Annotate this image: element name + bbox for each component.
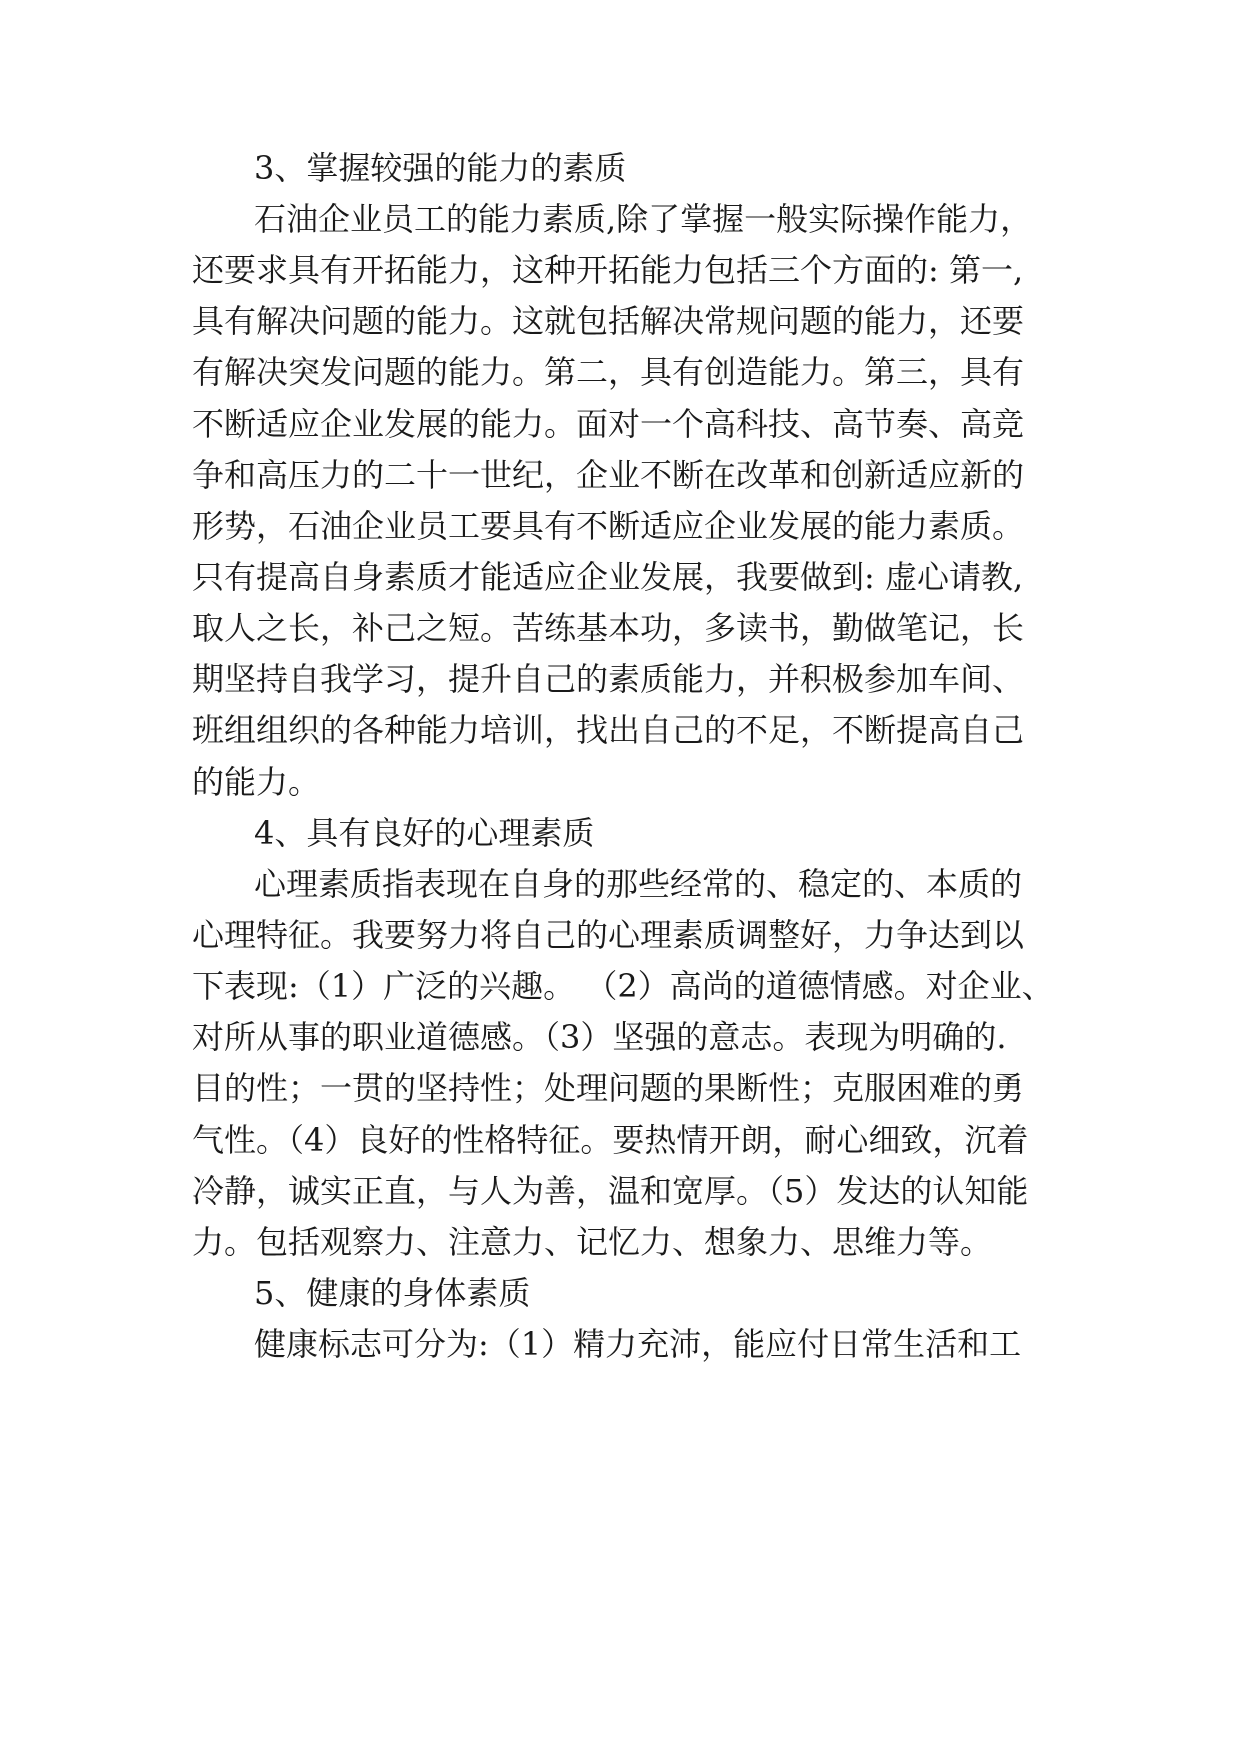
paragraph-line: 力。包括观察力、注意力、记忆力、想象力、思维力等。 [192,1223,993,1261]
paragraph-line: 取人之长，补己之短。苦练基本功，多读书，勤做笔记，长 [192,609,1025,647]
heading-section-5: 5、健康的身体素质 [254,1274,531,1312]
paragraph-line: 石油企业员工的能力素质,除了掌握一般实际操作能力， [254,200,1033,238]
paragraph-line: 具有解决问题的能力。这就包括解决常规问题的能力，还要 [192,302,1025,340]
paragraph-line: 气性。（4）良好的性格特征。要热情开朗，耐心细致，沉着 [192,1121,1029,1159]
paragraph-line: 形势，石油企业员工要具有不断适应企业发展的能力素质。 [192,507,1025,545]
paragraph-line: 期坚持自我学习，提升自己的素质能力，并积极参加车间、 [192,660,1025,698]
paragraph-line: 不断适应企业发展的能力。面对一个高科技、高节奏、高竞 [192,405,1025,443]
paragraph-line: 心理素质指表现在自身的那些经常的、稳定的、本质的 [254,865,1023,903]
paragraph-line: 只有提高自身素质才能适应企业发展，我要做到: 虚心请教, [192,558,1024,596]
paragraph-line: 的能力。 [192,763,321,801]
paragraph-line: 对所从事的职业道德感。（3）坚强的意志。表现为明确的. [192,1018,1007,1056]
paragraph-line: 班组组织的各种能力培训，找出自己的不足，不断提高自己 [192,711,1025,749]
heading-section-3: 3、掌握较强的能力的素质 [254,149,627,187]
heading-section-4: 4、具有良好的心理素质 [254,814,595,852]
paragraph-line: 下表现:（1）广泛的兴趣。 （2）高尚的道德情感。对企业、 [192,967,1054,1005]
paragraph-line: 有解决突发问题的能力。第二，具有创造能力。第三，具有 [192,353,1025,391]
paragraph-line: 目的性；一贯的坚持性；处理问题的果断性；克服困难的勇 [192,1069,1025,1107]
paragraph-line: 心理特征。我要努力将自己的心理素质调整好，力争达到以 [192,916,1025,954]
paragraph-line: 争和高压力的二十一世纪，企业不断在改革和创新适应新的 [192,456,1025,494]
paragraph-line: 健康标志可分为:（1）精力充沛，能应付日常生活和工 [254,1325,1022,1363]
paragraph-line: 冷静，诚实正直，与人为善，温和宽厚。（5）发达的认知能 [192,1172,1029,1210]
paragraph-line: 还要求具有开拓能力，这种开拓能力包括三个方面的: 第一, [192,251,1024,289]
